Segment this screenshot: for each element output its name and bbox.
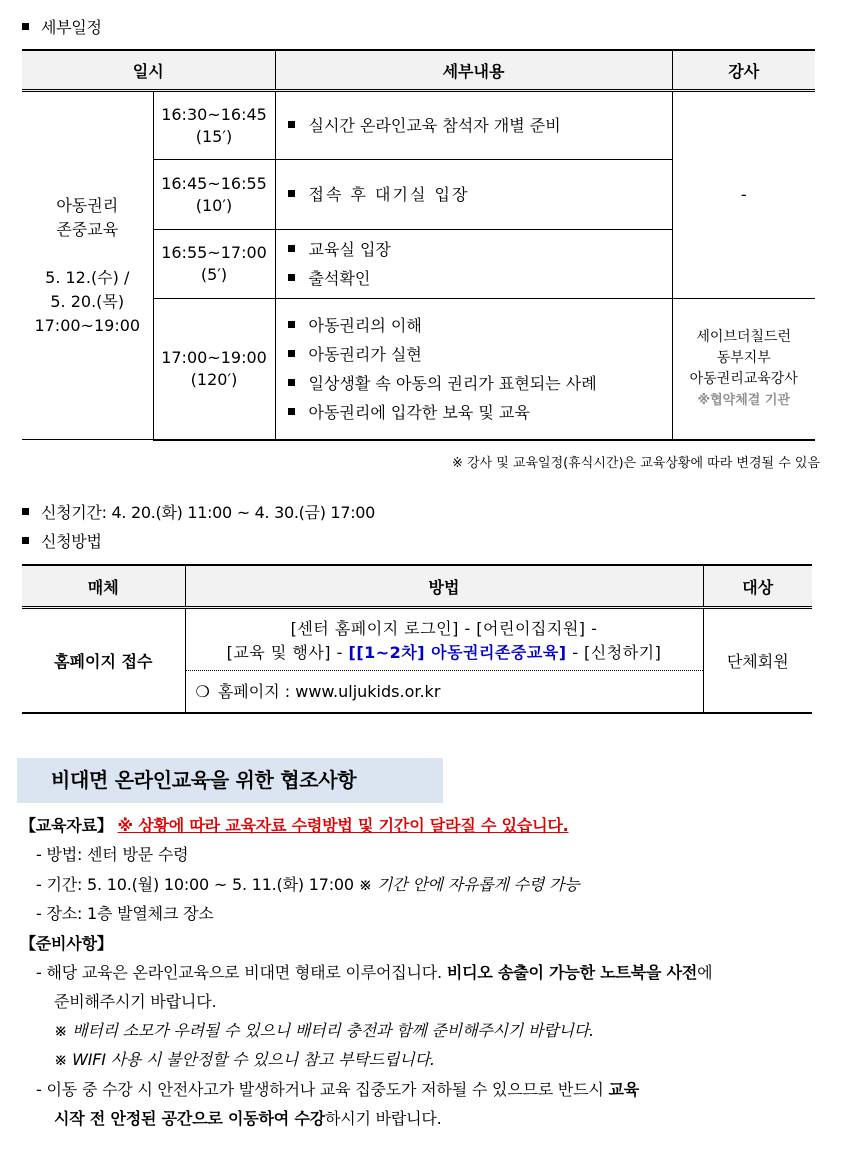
time-cell: 16:55~17:00 (5′) bbox=[153, 230, 275, 299]
time-cell: 17:00~19:00 (120′) bbox=[153, 299, 275, 440]
header-content: 세부내용 bbox=[275, 50, 672, 91]
prep-item-1-cont: 준비해주시기 바랍니다. bbox=[54, 992, 217, 1011]
prep-item-1: - 해당 교육은 온라인교육으로 비대면 형태로 이루어집니다. 비디오 송출이 가능한 노트북을 사전에 bbox=[36, 963, 713, 982]
cooperation-title: 비대면 온라인교육을 위한 협조사항 bbox=[17, 758, 443, 803]
instructor-dash: - bbox=[672, 91, 815, 299]
method-cell: [센터 홈페이지 로그인] - [어린이집지원] - [교육 및 행사] - [[1~2차] 아동권리존중교육] - [신청하기] ❍ 홈페이지 : www.uljukids.or.kr bbox=[185, 608, 703, 713]
materials-period: - 기간: 5. 10.(월) 10:00 ~ 5. 11.(화) 17:00 ※ 기간 안에 자유롭게 수령 가능 bbox=[36, 875, 580, 894]
header-datetime: 일시 bbox=[22, 50, 275, 91]
header-medium: 매체 bbox=[22, 565, 185, 608]
prep-item-2: - 이동 중 수강 시 안전사고가 발생하거나 교육 집중도가 저하될 수 있으므로 반드시 교육 bbox=[36, 1080, 640, 1099]
medium-cell: 홈페이지 접수 bbox=[22, 608, 185, 713]
square-bullet-icon bbox=[288, 321, 295, 328]
content-cell: 실시간 온라인교육 참석자 개별 준비 bbox=[275, 91, 672, 160]
prep-heading: 【준비사항】 bbox=[20, 934, 113, 953]
course-link[interactable]: [[1~2차] 아동권리존중교육] bbox=[348, 642, 567, 662]
program-cell: 아동권리 존중교육 5. 12.(수) / 5. 20.(목) 17:00~19:00 bbox=[22, 91, 153, 440]
header-instructor: 강사 bbox=[672, 50, 815, 91]
square-bullet-icon bbox=[22, 23, 29, 30]
square-bullet-icon bbox=[288, 245, 295, 252]
application-table bbox=[22, 564, 812, 714]
instructor-note: ※협약체결 기관 bbox=[697, 392, 790, 408]
circle-bullet-icon: ❍ bbox=[195, 681, 210, 701]
square-bullet-icon bbox=[22, 508, 29, 515]
materials-method: - 방법: 센터 방문 수령 bbox=[36, 845, 189, 864]
application-period: 신청기간: 4. 20.(화) 11:00 ~ 4. 30.(금) 17:00 bbox=[22, 500, 375, 523]
application-method-heading: 신청방법 bbox=[22, 529, 102, 552]
square-bullet-icon bbox=[288, 190, 295, 197]
square-bullet-icon bbox=[288, 379, 295, 386]
content-cell: 교육실 입장 출석확인 bbox=[275, 230, 672, 299]
materials-place: - 장소: 1층 발열체크 장소 bbox=[36, 904, 214, 923]
materials-heading: 【교육자료】 ※ 상황에 따라 교육자료 수령방법 및 기간이 달라질 수 있습니다. bbox=[20, 816, 569, 835]
square-bullet-icon bbox=[288, 350, 295, 357]
header-target: 대상 bbox=[703, 565, 812, 608]
prep-item-2-cont: 시작 전 안정된 공간으로 이동하여 수강하시기 바랍니다. bbox=[54, 1109, 442, 1128]
square-bullet-icon bbox=[288, 274, 295, 281]
schedule-footnote: ※ 강사 및 교육일정(휴식시간)은 교육상황에 따라 변경될 수 있음 bbox=[451, 456, 820, 471]
homepage-url[interactable]: 홈페이지 : www.uljukids.or.kr bbox=[217, 681, 441, 701]
time-cell: 16:45~16:55 (10′) bbox=[153, 160, 275, 230]
square-bullet-icon bbox=[288, 408, 295, 415]
prep-note-wifi: ※ WIFI 사용 시 불안정할 수 있으니 참고 부탁드립니다. bbox=[54, 1050, 435, 1069]
time-cell: 16:30~16:45 (15′) bbox=[153, 91, 275, 160]
square-bullet-icon bbox=[288, 121, 295, 128]
schedule-heading: 세부일정 bbox=[22, 15, 102, 38]
schedule-table bbox=[22, 49, 815, 441]
instructor-cell: 세이브더칠드런 동부지부 아동권리교육강사 ※협약체결 기관 bbox=[672, 299, 815, 440]
prep-note-battery: ※ 배터리 소모가 우려될 수 있으니 배터리 충전과 함께 준비해주시기 바랍니다. bbox=[54, 1021, 594, 1040]
content-cell: 아동권리의 이해 아동권리가 실현 일상생활 속 아동의 권리가 표현되는 사례 아동권리에 입각한 보육 및 교육 bbox=[275, 299, 672, 440]
target-cell: 단체회원 bbox=[703, 608, 812, 713]
header-method: 방법 bbox=[185, 565, 703, 608]
content-cell: 접속 후 대기실 입장 bbox=[275, 160, 672, 230]
square-bullet-icon bbox=[22, 537, 29, 544]
